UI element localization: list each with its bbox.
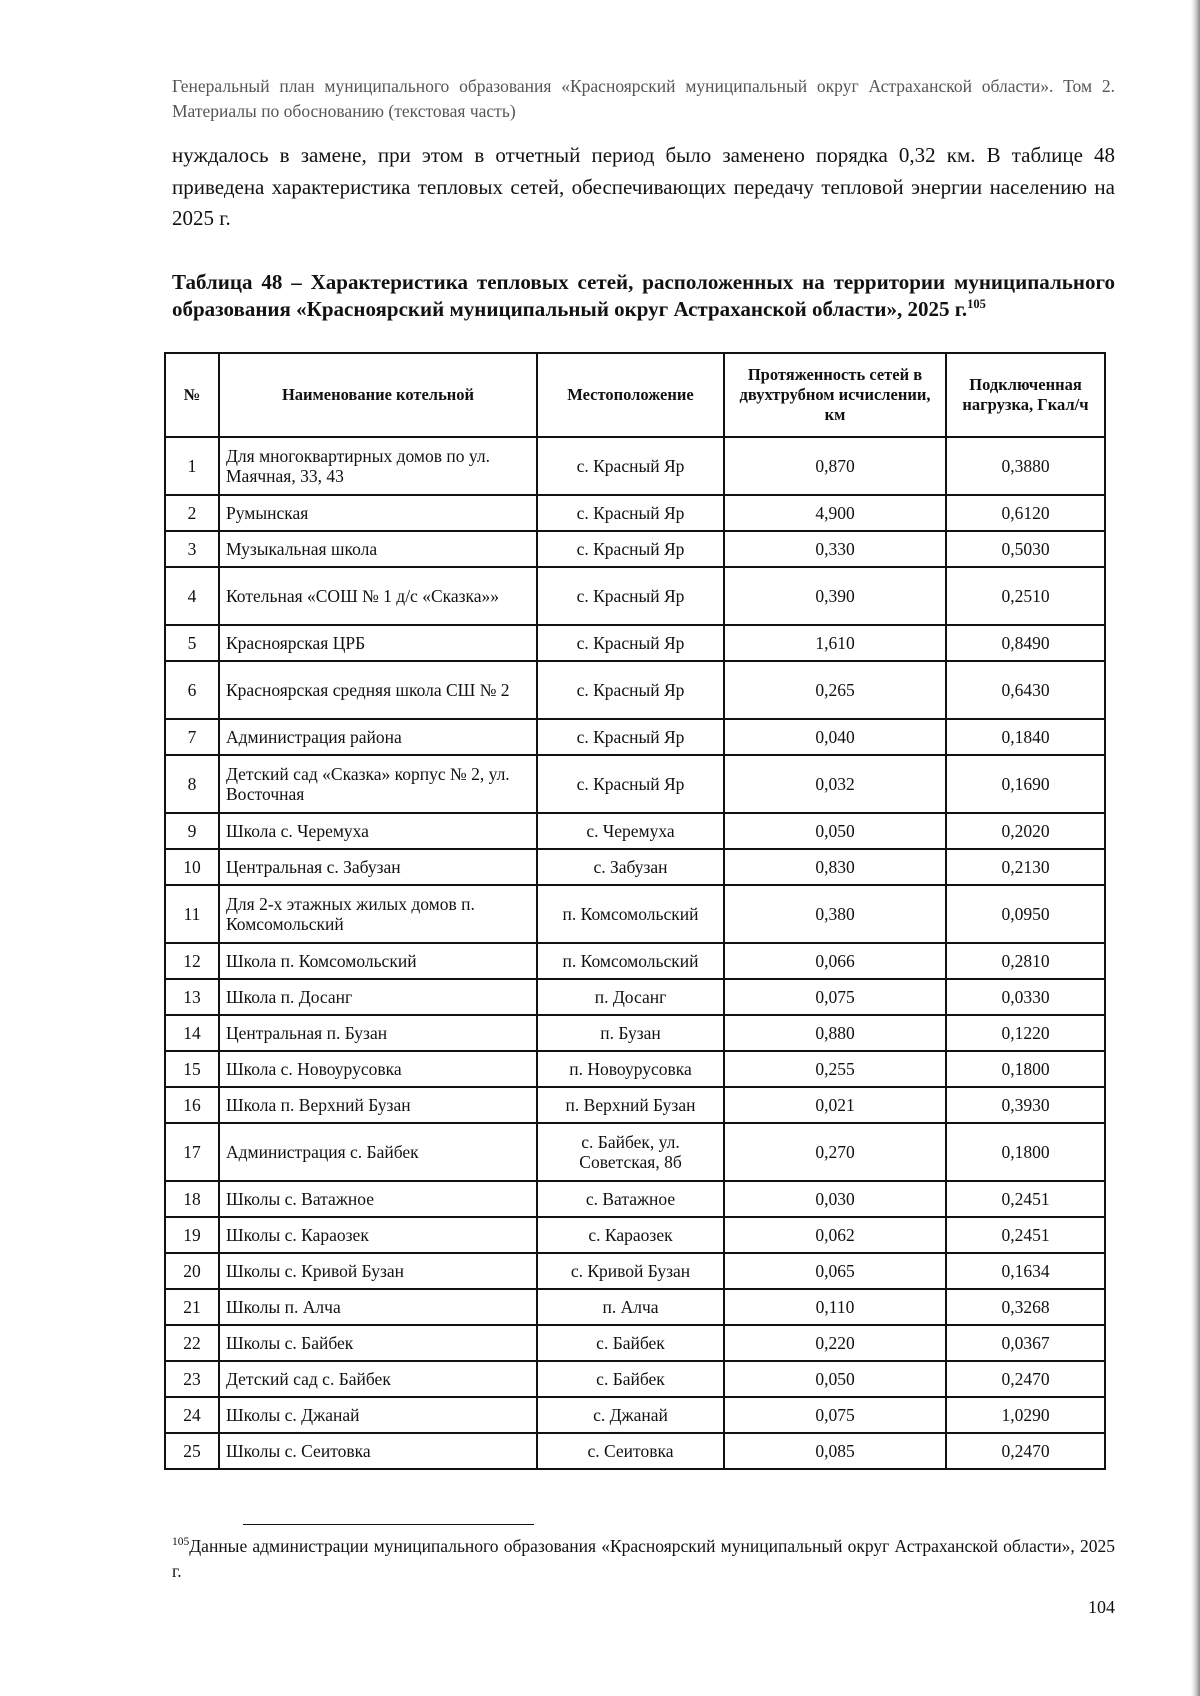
table-row bbox=[165, 849, 1105, 885]
table-row bbox=[165, 755, 1105, 813]
cell-boiler-name: Детский сад с. Байбек bbox=[219, 1361, 537, 1397]
cell-number: 25 bbox=[165, 1433, 219, 1469]
cell-connected-load: 0,0367 bbox=[946, 1325, 1105, 1361]
cell-connected-load: 0,1800 bbox=[946, 1123, 1105, 1181]
cell-network-length: 0,110 bbox=[724, 1289, 946, 1325]
footnote-separator bbox=[243, 1524, 534, 1525]
cell-number: 7 bbox=[165, 719, 219, 755]
cell-boiler-name: Школы с. Сеитовка bbox=[219, 1433, 537, 1469]
cell-boiler-name: Школа с. Новоурусовка bbox=[219, 1051, 537, 1087]
cell-location: п. Верхний Бузан bbox=[537, 1087, 724, 1123]
cell-boiler-name: Для 2-х этажных жилых домов п. Комсомольский bbox=[219, 885, 537, 943]
cell-network-length: 0,032 bbox=[724, 755, 946, 813]
cell-connected-load: 1,0290 bbox=[946, 1397, 1105, 1433]
cell-boiler-name: Администрация с. Байбек bbox=[219, 1123, 537, 1181]
cell-number: 3 bbox=[165, 531, 219, 567]
cell-number: 15 bbox=[165, 1051, 219, 1087]
header-number: № bbox=[165, 353, 219, 437]
cell-number: 8 bbox=[165, 755, 219, 813]
cell-number: 9 bbox=[165, 813, 219, 849]
cell-connected-load: 0,6430 bbox=[946, 661, 1105, 719]
cell-connected-load: 0,2451 bbox=[946, 1181, 1105, 1217]
cell-number: 10 bbox=[165, 849, 219, 885]
cell-boiler-name: Красноярская ЦРБ bbox=[219, 625, 537, 661]
cell-network-length: 0,030 bbox=[724, 1181, 946, 1217]
cell-connected-load: 0,2130 bbox=[946, 849, 1105, 885]
cell-network-length: 0,870 bbox=[724, 437, 946, 495]
cell-boiler-name: Школы с. Караозек bbox=[219, 1217, 537, 1253]
cell-boiler-name: Школа п. Верхний Бузан bbox=[219, 1087, 537, 1123]
cell-network-length: 0,085 bbox=[724, 1433, 946, 1469]
cell-connected-load: 0,1220 bbox=[946, 1015, 1105, 1051]
cell-connected-load: 0,0330 bbox=[946, 979, 1105, 1015]
cell-location: п. Досанг bbox=[537, 979, 724, 1015]
cell-location: с. Красный Яр bbox=[537, 567, 724, 625]
cell-connected-load: 0,3268 bbox=[946, 1289, 1105, 1325]
cell-location: с. Черемуха bbox=[537, 813, 724, 849]
cell-number: 16 bbox=[165, 1087, 219, 1123]
cell-connected-load: 0,1840 bbox=[946, 719, 1105, 755]
table-row bbox=[165, 943, 1105, 979]
cell-network-length: 0,255 bbox=[724, 1051, 946, 1087]
cell-boiler-name: Школа п. Комсомольский bbox=[219, 943, 537, 979]
cell-network-length: 0,270 bbox=[724, 1123, 946, 1181]
cell-location: с. Красный Яр bbox=[537, 719, 724, 755]
heat-networks-table bbox=[164, 352, 1106, 1470]
cell-number: 5 bbox=[165, 625, 219, 661]
cell-boiler-name: Школа п. Досанг bbox=[219, 979, 537, 1015]
cell-location: с. Красный Яр bbox=[537, 625, 724, 661]
table-row bbox=[165, 885, 1105, 943]
table-row bbox=[165, 531, 1105, 567]
cell-network-length: 0,040 bbox=[724, 719, 946, 755]
table-row bbox=[165, 979, 1105, 1015]
cell-boiler-name: Школы п. Алча bbox=[219, 1289, 537, 1325]
cell-network-length: 0,065 bbox=[724, 1253, 946, 1289]
cell-location: с. Байбек bbox=[537, 1325, 724, 1361]
footnote-text: Данные администрации муниципального образования «Красноярский муниципальный округ Астраханской области», 2025 г. bbox=[172, 1536, 1115, 1581]
cell-network-length: 1,610 bbox=[724, 625, 946, 661]
cell-number: 14 bbox=[165, 1015, 219, 1051]
cell-boiler-name: Школы с. Кривой Бузан bbox=[219, 1253, 537, 1289]
table-row bbox=[165, 1051, 1105, 1087]
cell-location: с. Красный Яр bbox=[537, 755, 724, 813]
cell-location: с. Караозек bbox=[537, 1217, 724, 1253]
cell-connected-load: 0,1690 bbox=[946, 755, 1105, 813]
header-boiler-name: Наименование котельной bbox=[219, 353, 537, 437]
cell-location: с. Забузан bbox=[537, 849, 724, 885]
cell-boiler-name: Администрация района bbox=[219, 719, 537, 755]
footnote-reference: 105 bbox=[967, 297, 986, 311]
table-row bbox=[165, 1325, 1105, 1361]
cell-boiler-name: Школы с. Ватажное bbox=[219, 1181, 537, 1217]
cell-boiler-name: Школы с. Джанай bbox=[219, 1397, 537, 1433]
cell-number: 17 bbox=[165, 1123, 219, 1181]
page-header: Генеральный план муниципального образования «Красноярский муниципальный округ Астраханской области». Том 2. Материалы по обоснованию (текстовая часть) bbox=[172, 76, 1115, 121]
cell-connected-load: 0,1800 bbox=[946, 1051, 1105, 1087]
cell-network-length: 0,390 bbox=[724, 567, 946, 625]
table-row bbox=[165, 1015, 1105, 1051]
table-row bbox=[165, 1433, 1105, 1469]
table-caption bbox=[172, 269, 1115, 323]
cell-number: 24 bbox=[165, 1397, 219, 1433]
cell-network-length: 0,050 bbox=[724, 813, 946, 849]
cell-network-length: 0,021 bbox=[724, 1087, 946, 1123]
cell-location: с. Кривой Бузан bbox=[537, 1253, 724, 1289]
header-network-length: Протяженность сетей в двухтрубном исчислении, км bbox=[724, 353, 946, 437]
cell-connected-load: 0,5030 bbox=[946, 531, 1105, 567]
page-number: 104 bbox=[1088, 1597, 1115, 1617]
table-row bbox=[165, 625, 1105, 661]
cell-connected-load: 0,2470 bbox=[946, 1433, 1105, 1469]
cell-boiler-name: Центральная с. Забузан bbox=[219, 849, 537, 885]
cell-network-length: 0,062 bbox=[724, 1217, 946, 1253]
cell-network-length: 0,265 bbox=[724, 661, 946, 719]
cell-number: 1 bbox=[165, 437, 219, 495]
cell-number: 21 bbox=[165, 1289, 219, 1325]
cell-boiler-name: Школа с. Черемуха bbox=[219, 813, 537, 849]
cell-location: п. Бузан bbox=[537, 1015, 724, 1051]
cell-boiler-name: Центральная п. Бузан bbox=[219, 1015, 537, 1051]
cell-network-length: 0,075 bbox=[724, 1397, 946, 1433]
cell-network-length: 0,066 bbox=[724, 943, 946, 979]
footnote bbox=[172, 1534, 1115, 1584]
table-row bbox=[165, 661, 1105, 719]
cell-location: с. Красный Яр bbox=[537, 495, 724, 531]
cell-connected-load: 0,2510 bbox=[946, 567, 1105, 625]
cell-connected-load: 0,8490 bbox=[946, 625, 1105, 661]
table-row bbox=[165, 1087, 1105, 1123]
table-row bbox=[165, 719, 1105, 755]
table-row bbox=[165, 1361, 1105, 1397]
table-row bbox=[165, 495, 1105, 531]
table-row bbox=[165, 437, 1105, 495]
cell-location: с. Красный Яр bbox=[537, 661, 724, 719]
table-caption-text: Таблица 48 – Характеристика тепловых сетей, расположенных на территории муниципального образования «Красноярский муниципальный округ Астраханской области», 2025 г. bbox=[172, 270, 1115, 321]
page-edge-shadow bbox=[1191, 0, 1200, 1696]
cell-boiler-name: Для многоквартирных домов по ул. Маячная, 33, 43 bbox=[219, 437, 537, 495]
table-row bbox=[165, 1123, 1105, 1181]
table-row bbox=[165, 1181, 1105, 1217]
cell-location: п. Новоурусовка bbox=[537, 1051, 724, 1087]
cell-location: с. Джанай bbox=[537, 1397, 724, 1433]
cell-location: с. Байбек bbox=[537, 1361, 724, 1397]
cell-connected-load: 0,1634 bbox=[946, 1253, 1105, 1289]
cell-network-length: 0,830 bbox=[724, 849, 946, 885]
cell-network-length: 0,880 bbox=[724, 1015, 946, 1051]
cell-boiler-name: Котельная «СОШ № 1 д/с «Сказка»» bbox=[219, 567, 537, 625]
header-location: Местоположение bbox=[537, 353, 724, 437]
cell-boiler-name: Школы с. Байбек bbox=[219, 1325, 537, 1361]
table-row bbox=[165, 1253, 1105, 1289]
cell-network-length: 4,900 bbox=[724, 495, 946, 531]
cell-number: 11 bbox=[165, 885, 219, 943]
cell-network-length: 0,380 bbox=[724, 885, 946, 943]
cell-connected-load: 0,2451 bbox=[946, 1217, 1105, 1253]
cell-connected-load: 0,3930 bbox=[946, 1087, 1105, 1123]
cell-network-length: 0,330 bbox=[724, 531, 946, 567]
cell-location: с. Красный Яр bbox=[537, 531, 724, 567]
cell-boiler-name: Музыкальная школа bbox=[219, 531, 537, 567]
cell-boiler-name: Детский сад «Сказка» корпус № 2, ул. Восточная bbox=[219, 755, 537, 813]
table-header-row bbox=[165, 353, 1105, 437]
cell-number: 4 bbox=[165, 567, 219, 625]
cell-location: п. Комсомольский bbox=[537, 885, 724, 943]
cell-number: 20 bbox=[165, 1253, 219, 1289]
cell-number: 19 bbox=[165, 1217, 219, 1253]
cell-connected-load: 0,2020 bbox=[946, 813, 1105, 849]
cell-location: п. Алча bbox=[537, 1289, 724, 1325]
cell-number: 23 bbox=[165, 1361, 219, 1397]
cell-number: 22 bbox=[165, 1325, 219, 1361]
cell-location: с. Ватажное bbox=[537, 1181, 724, 1217]
cell-number: 13 bbox=[165, 979, 219, 1015]
table-row bbox=[165, 567, 1105, 625]
cell-number: 18 bbox=[165, 1181, 219, 1217]
cell-location: с. Байбек, ул. Советская, 8б bbox=[537, 1123, 724, 1181]
table-row bbox=[165, 1397, 1105, 1433]
cell-connected-load: 0,0950 bbox=[946, 885, 1105, 943]
table-row bbox=[165, 813, 1105, 849]
intro-paragraph: нуждалось в замене, при этом в отчетный период было заменено порядка 0,32 км. В таблице 48 приведена характеристика тепловых сетей, обеспечивающих передачу тепловой энергии населению на 2025 г. bbox=[172, 143, 1115, 230]
footnote-number: 105 bbox=[172, 1536, 190, 1548]
cell-location: с. Сеитовка bbox=[537, 1433, 724, 1469]
cell-boiler-name: Красноярская средняя школа СШ № 2 bbox=[219, 661, 537, 719]
cell-boiler-name: Румынская bbox=[219, 495, 537, 531]
table-row bbox=[165, 1217, 1105, 1253]
cell-connected-load: 0,2810 bbox=[946, 943, 1105, 979]
cell-number: 12 bbox=[165, 943, 219, 979]
cell-network-length: 0,220 bbox=[724, 1325, 946, 1361]
cell-network-length: 0,050 bbox=[724, 1361, 946, 1397]
table-row bbox=[165, 1289, 1105, 1325]
cell-location: с. Красный Яр bbox=[537, 437, 724, 495]
cell-number: 6 bbox=[165, 661, 219, 719]
cell-number: 2 bbox=[165, 495, 219, 531]
cell-connected-load: 0,6120 bbox=[946, 495, 1105, 531]
header-connected-load: Подключенная нагрузка, Гкал/ч bbox=[946, 353, 1105, 437]
cell-connected-load: 0,2470 bbox=[946, 1361, 1105, 1397]
cell-connected-load: 0,3880 bbox=[946, 437, 1105, 495]
cell-network-length: 0,075 bbox=[724, 979, 946, 1015]
cell-location: п. Комсомольский bbox=[537, 943, 724, 979]
